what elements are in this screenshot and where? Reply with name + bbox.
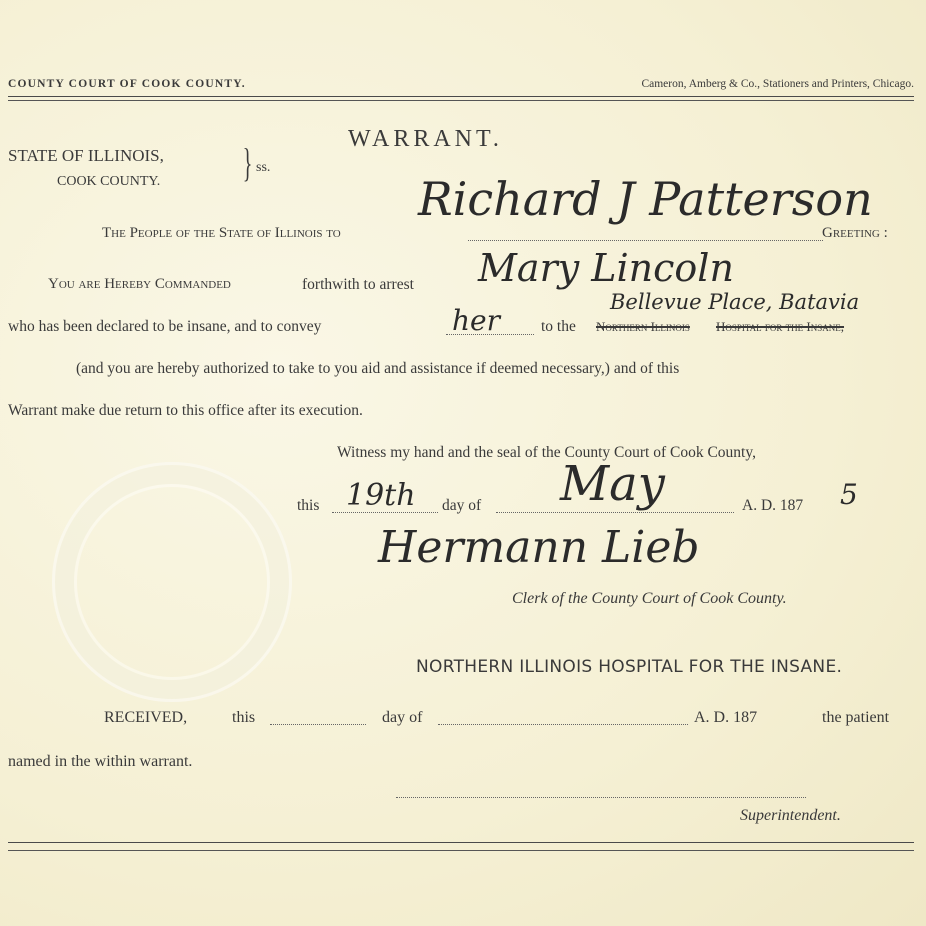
ss-label: ss. xyxy=(256,160,271,175)
clerk-signature: Hermann Lieb xyxy=(378,522,700,573)
patient-label: the patient xyxy=(822,709,890,726)
brace: } xyxy=(242,140,253,185)
return-text: Warrant make due return to this office after its execution. xyxy=(8,402,363,419)
day-of-label: day of xyxy=(442,497,482,514)
county-label: COOK COUNTY. xyxy=(57,174,161,189)
authority-text: (and you are hereby authorized to take to you aid and assistance if deemed necessary,) and of this xyxy=(76,360,680,377)
superintendent-line xyxy=(396,797,806,798)
declared-text: who has been declared to be insane, and to convey xyxy=(8,318,322,335)
pronoun-handwritten: her xyxy=(452,304,500,337)
named-text: named in the within warrant. xyxy=(8,753,193,770)
month-line xyxy=(496,512,734,513)
warrant-title: WARRANT. xyxy=(348,126,503,152)
header-rule-2 xyxy=(8,100,914,101)
receipt-this: this xyxy=(232,709,256,726)
addressee-line xyxy=(468,240,823,241)
month-handwritten: May xyxy=(560,456,665,512)
commanded-text: You are Hereby Commanded xyxy=(48,276,231,292)
embossed-seal-icon xyxy=(52,462,292,702)
addressee-handwritten: Richard J Patterson xyxy=(418,172,873,226)
superintendent-label: Superintendent. xyxy=(740,807,841,824)
day-handwritten: 19th xyxy=(346,478,416,513)
people-line: The People of the State of Illinois to xyxy=(102,225,341,241)
received-label: RECEIVED, xyxy=(104,709,188,726)
ad-label: A. D. 187 xyxy=(742,497,804,514)
receipt-month-line xyxy=(438,724,688,725)
arrest-text: forthwith to arrest xyxy=(302,276,414,293)
footer-rule-2 xyxy=(8,850,914,851)
footer-rule xyxy=(8,842,914,843)
greeting: Greeting : xyxy=(822,225,888,241)
court-header: COUNTY COURT OF COOK COUNTY. xyxy=(8,78,246,90)
struck-northern: Northern Illinois xyxy=(596,319,690,334)
printer-credit: Cameron, Amberg & Co., Stationers and Printers, Chicago. xyxy=(641,78,914,90)
to-the-text: to the xyxy=(541,318,576,335)
header-rule xyxy=(8,96,914,97)
receipt-day-of: day of xyxy=(382,709,423,726)
patient-name-handwritten: Mary Lincoln xyxy=(478,246,734,290)
receipt-heading: NORTHERN ILLINOIS HOSPITAL FOR THE INSANE. xyxy=(416,657,843,677)
year-handwritten: 5 xyxy=(840,478,858,511)
hospital-insane-struck: Hospital for the Insane, xyxy=(716,319,845,334)
clerk-title: Clerk of the County Court of Cook County. xyxy=(512,590,787,607)
hospital-handwritten: Bellevue Place, Batavia xyxy=(610,290,860,314)
receipt-ad: A. D. 187 xyxy=(694,709,758,726)
receipt-day-line xyxy=(270,724,366,725)
state-label: STATE OF ILLINOIS, xyxy=(8,146,164,165)
this-label: this xyxy=(297,497,320,514)
witness-text: Witness my hand and the seal of the County Court of Cook County, xyxy=(337,444,756,461)
pronoun-line xyxy=(446,334,534,335)
